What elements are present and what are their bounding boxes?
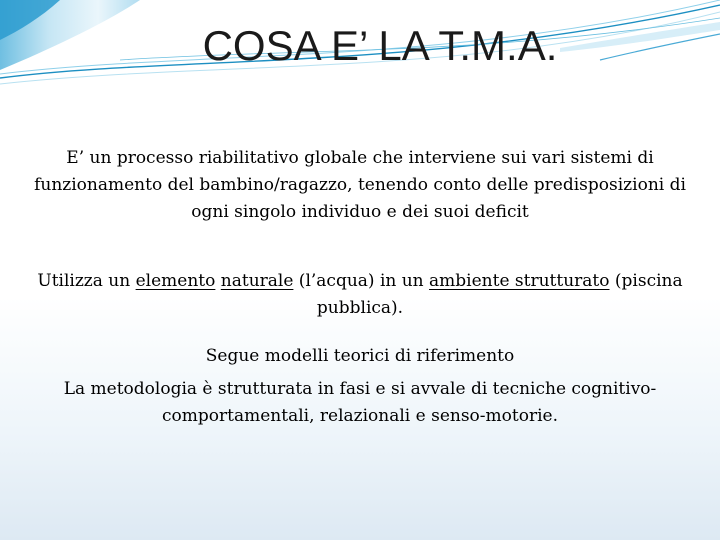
underlined-ambiente-strutturato: ambiente strutturato: [429, 271, 610, 291]
paragraph-element: [20, 268, 700, 322]
paragraph-element-text-4: (piscina pubblica).: [316, 271, 683, 318]
underlined-naturale: naturale: [220, 271, 294, 291]
paragraph-element-text-3: (l’acqua) in un: [293, 271, 430, 291]
paragraph-methodology: La metodologia è strutturata in fasi e si avvale di tecniche cognitivo-comportamentali, relazionali e senso-motorie.: [63, 379, 657, 426]
paragraph-element-text-1: Utilizza un: [37, 271, 136, 291]
paragraph-models: Segue modelli teorici di riferimento: [205, 346, 515, 366]
underlined-elemento: elemento: [135, 271, 216, 291]
slide-title: COSA E’ LA T.M.A.: [202, 22, 558, 69]
paragraph-definition: E’ un processo riabilitativo globale che interviene sui vari sistemi di funzionamento del bambino/ragazzo, tenendo conto delle predisposizioni di ogni singolo individuo e dei suoi deficit: [34, 148, 686, 222]
